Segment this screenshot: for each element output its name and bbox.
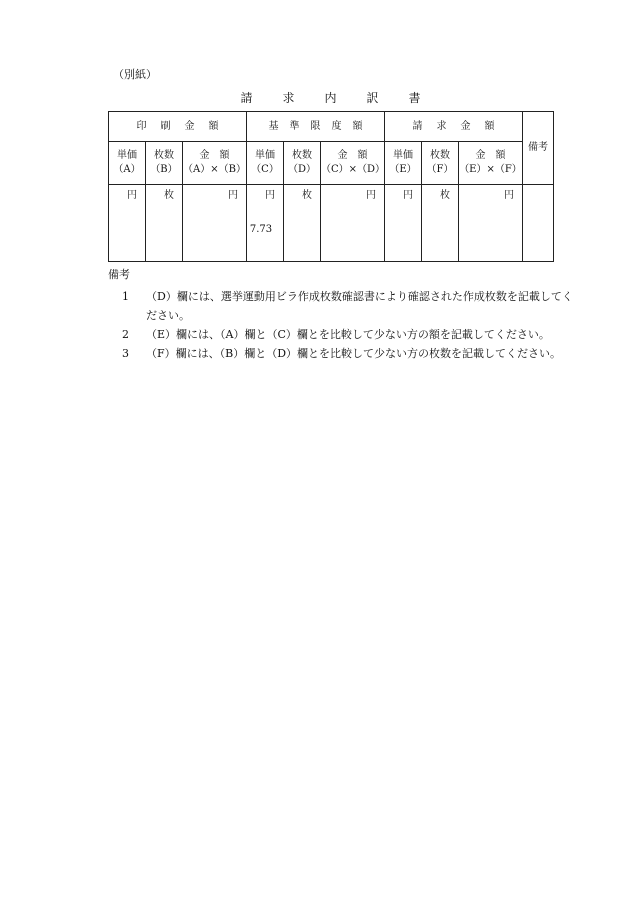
note-number: 1 [122,290,129,303]
attachment-label: （別紙） [113,68,157,81]
document-title: 請求内訳書 [240,91,451,105]
note-item [108,344,578,363]
subheader-amount-ab: 金 額 （A）×（B） [183,142,247,185]
subheader-count-f: 枚数 （F） [422,142,459,185]
note-text: （D）欄には、選挙運動用ビラ作成枚数確認書により確認された作成枚数を記載してください。 [146,290,573,322]
cell-unit-c: 円 7.73 [247,185,284,262]
header-remarks: 備考 [523,112,554,185]
header-print-amount: 印刷金額 [109,112,247,142]
notes-section [108,265,578,363]
cell-unit-ab: 円 [183,185,247,262]
header-claim-amount: 請求金額 [385,112,523,142]
cell-unit-e: 円 [385,185,422,262]
subheader-unit-price-c: 単価 （C） [247,142,284,185]
note-number: 2 [122,328,129,341]
cell-unit-ef: 円 [459,185,523,262]
cell-unit-a: 円 [109,185,146,262]
cell-unit-d: 枚 [284,185,321,262]
header-standard-limit: 基準限度額 [247,112,385,142]
note-item [108,287,578,325]
subheader-count-b: 枚数 （B） [146,142,183,185]
subheader-amount-ef: 金 額 （E）×（F） [459,142,523,185]
cell-unit-b: 枚 [146,185,183,262]
note-item [108,325,578,344]
value-c: 7.73 [249,224,273,235]
note-text: （E）欄には、（A）欄と（C）欄とを比較して少ない方の額を記載してください。 [146,328,550,341]
subheader-unit-price-a: 単価 （A） [109,142,146,185]
notes-heading: 備考 [108,268,130,281]
note-number: 3 [122,347,129,360]
subheader-count-d: 枚数 （D） [284,142,321,185]
cell-unit-cd: 円 [321,185,385,262]
note-text: （F）欄には、（B）欄と（D）欄とを比較して少ない方の枚数を記載してください。 [146,347,562,360]
cell-unit-f: 枚 [422,185,459,262]
subheader-amount-cd: 金 額 （C）×（D） [321,142,385,185]
subheader-unit-price-e: 単価 （E） [385,142,422,185]
cell-remarks [523,185,554,262]
claim-breakdown-table [108,111,554,262]
